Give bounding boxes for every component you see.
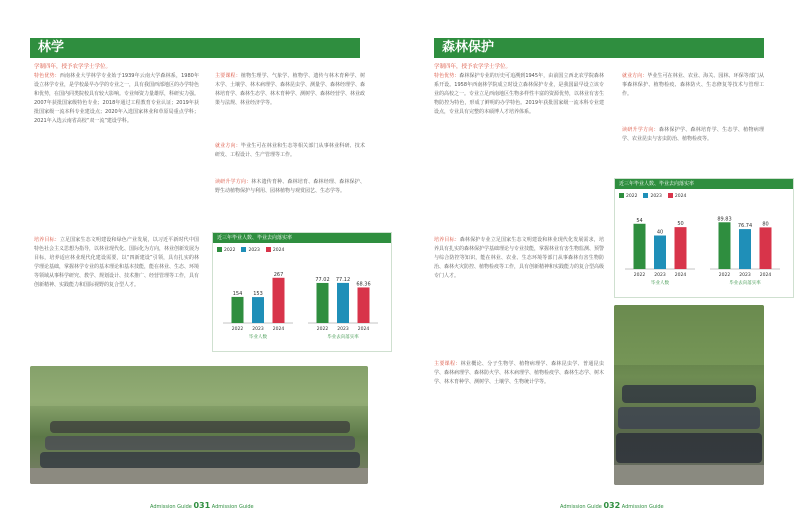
bar: [739, 229, 751, 269]
bar: [719, 222, 731, 269]
bar: [760, 227, 772, 269]
tick-label: 2022: [316, 327, 329, 332]
panel-label: 毕业人数: [249, 335, 267, 340]
title-underline-right: [434, 56, 764, 58]
subtitle: 学制四年，授予农学学士学位。: [34, 64, 112, 70]
panel-label: 毕业去向落实率: [729, 281, 761, 286]
data-label: 153: [253, 291, 263, 298]
tick-label: 2022: [633, 273, 646, 278]
footer-right: Admission Guide 032 Admission Guide: [560, 501, 664, 510]
data-label: 154: [232, 290, 243, 297]
goal-paragraph-right: 培养目标：森林保护专业立足国家生态文明建设和林业现代化发展需求，培养具有扎实的森林保护学基础理论与专业技能，掌握林业有害生物监测、预警与综合防控等知识，能在林业、农业、生态环境等部门从事森林有害生物防治、森林火灾防控、植物检疫等工作，具有创新精神和实践能力的复合型高级专门人才。: [434, 237, 605, 279]
feature-paragraph: [34, 72, 199, 126]
bar-chart-svg-right: [615, 199, 793, 294]
graduate-text: 林木遗传育种、森林培育、森林经理、森林保护、野生动植物保护与利用、园林植物与观赏园艺、生态学等。: [215, 179, 365, 194]
bar: [252, 297, 264, 323]
data-label: 68.36: [356, 281, 371, 288]
graduate-label: 读研升学方向：: [215, 179, 252, 185]
tick-label: 2023: [252, 327, 264, 332]
tick-label: 2024: [272, 327, 285, 332]
data-label: 77.12: [335, 276, 351, 283]
courses-label: 主要课程：: [215, 73, 241, 79]
graduate-paragraph-right: 读研升学方向：森林保护学、森林培育学、生态学、植物病理学、农业昆虫与害虫防治、植物检疫等。: [622, 127, 764, 142]
page-number: 031: [193, 501, 211, 510]
legend-item-2024: 2024: [668, 193, 686, 199]
bar: [634, 224, 646, 269]
employment-paragraph-right: 就业方向：毕业生可在林业、农业、海关、园林、环保等部门从事森林保护、植物检疫、森林防火、生态修复等技术与管理工作。: [622, 73, 764, 97]
legend-item-2022: 2022: [619, 193, 637, 199]
feature-text: 西南林业大学林学专业始于1939年云南大学森林系，1980年设立林学专业，是学校最早办学的专业之一，具有我国西部地区的办学特色和优势，在国内同类院校具有较大影响。专业师资力量雄厚，科研实力强。2007年获批国家级特色专业；2018年通过工程教育专业认证；2019年获批国家级一流本科专业建设点；2020年入选国家林业和草原局重点学科；2021年入选云南省高校“双一流”建设学科。: [34, 73, 200, 124]
goal-paragraph: [34, 236, 199, 290]
page-number-right: 032: [603, 501, 621, 510]
page-title-right: 森林保护: [434, 38, 764, 58]
tick-label: 2023: [739, 273, 751, 278]
legend-item-2022: 2022: [217, 247, 235, 253]
employment-paragraph: [215, 142, 365, 160]
employment-label: 就业方向：: [215, 143, 241, 149]
tick-label: 2022: [231, 327, 244, 332]
stats-chart-right: [614, 178, 794, 298]
tick-label: 2023: [654, 273, 666, 278]
tick-label: 2024: [357, 327, 370, 332]
panel-label: 毕业人数: [651, 281, 669, 286]
title-underline: [30, 56, 360, 58]
courses-text: 植物生理学、气象学、植物学、遗传与林木育种学、树木学、土壤学、林木病理学、森林昆虫学、测量学、森林经理学、森林培育学、森林生态学、林木育种学、测树学、森林经营学、林业政策与法规、林业经济学等。: [215, 73, 366, 106]
legend-item-2024: 2024: [266, 247, 284, 253]
data-label: 267: [273, 271, 284, 278]
tick-label: 2022: [718, 273, 731, 278]
graduate-paragraph: [215, 178, 365, 196]
feature-paragraph-right: 特色优势：森林保护专业的历史可追溯到1945年，由前国立西北农学院森林系开设。1958年西南林学院成立时设立森林保护专业，是我国最早设立该专业的高校之一。专业立足西南地区生物多样性丰富的资源优势，以林业有害生物防控为特色，形成了鲜明的办学特色。2019年获批国家级一流本科专业建设点，专业具有完整的本硕博人才培养体系。: [434, 73, 605, 115]
bar-chart-svg: [213, 253, 391, 348]
data-label: 54: [636, 217, 643, 224]
legend-item-2023: 2023: [241, 247, 259, 253]
bar: [654, 236, 666, 269]
data-label: 76.74: [737, 223, 753, 230]
group-photo: [30, 366, 368, 484]
footer: Admission Guide 031 Admission Guide: [150, 501, 254, 510]
data-label: 80: [762, 221, 769, 228]
bar: [273, 278, 285, 323]
data-label: 89.83: [717, 216, 732, 223]
bar: [675, 227, 687, 269]
bar: [232, 297, 244, 323]
chart-title: 近三年毕业人数、毕业去向落实率: [213, 233, 391, 243]
goal-label: 培养目标：: [34, 237, 60, 243]
bar: [337, 283, 349, 323]
subtitle-right: 学制四年，授予农学学士学位。: [434, 64, 512, 70]
stats-chart-left: [212, 232, 392, 352]
chart-title-right: 近三年毕业人数、毕业去向落实率: [615, 179, 793, 189]
tick-label: 2023: [337, 327, 349, 332]
tick-label: 2024: [759, 273, 772, 278]
legend-item-2023: 2023: [643, 193, 661, 199]
data-label: 40: [656, 229, 664, 236]
goal-text: 立足国家生态文明建设和绿色产业发展，以习近平新时代中国特色社会主义思想为指导，以林业现代化、国际化为方向，林业创新发展为目标，培养适应林业现代化建设需要，以“四新建设”引领，具有扎实的林学理论基础，掌握林学专业的基本理论和基本技能，能在林业、生态、环境等领域从事科学研究、教学、规划设计、技术推广、经营管理等工作，具有创新精神、实践能力和国际视野的复合型人才。: [34, 237, 200, 288]
tick-label: 2024: [674, 273, 687, 278]
data-label: 77.02: [315, 276, 330, 283]
panel-label: 毕业去向落实率: [327, 335, 359, 340]
page-title: 林学: [30, 38, 360, 58]
employment-text: 毕业生可在林业和生态等相关部门从事林业科研、技术研发、工程设计、生产管理等工作。: [215, 143, 365, 158]
feature-label: 特色优势：: [34, 73, 60, 79]
courses-paragraph: [215, 72, 365, 108]
group-photo-right: [614, 305, 764, 485]
bar: [358, 287, 370, 323]
courses-paragraph-right: 主要课程：林业概论、分子生物学、植物病理学、森林昆虫学、普通昆虫学、森林病理学、森林防火学、林木病理学、植物检疫学、森林生态学、树木学、林木育种学、测树学、土壤学、生物统计学等。: [434, 361, 605, 385]
bar: [317, 283, 329, 323]
data-label: 50: [677, 221, 684, 228]
